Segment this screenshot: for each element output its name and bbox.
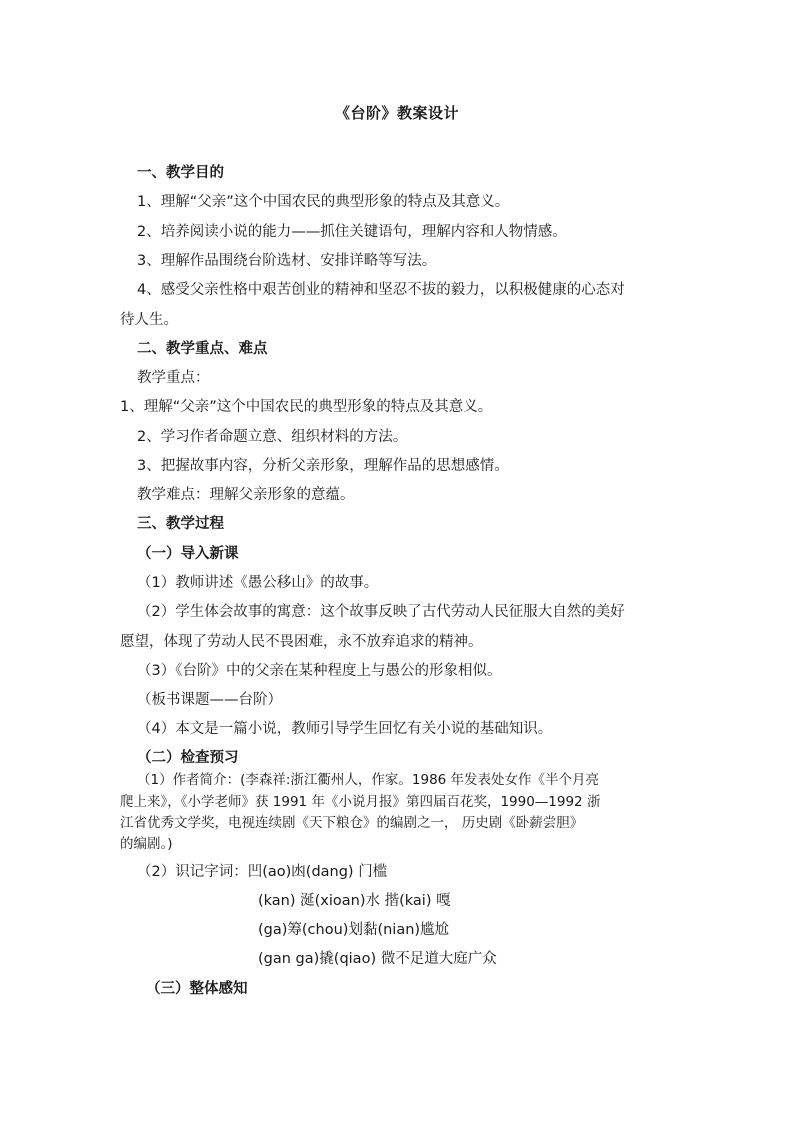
intro-line: （板书课题——台阶） — [137, 692, 282, 708]
objective-item: 4、感受父亲性格中艰苦创业的精神和坚忍不拔的毅力，以积极健康的心态对 — [137, 282, 625, 298]
objective-item: 1、理解“父亲”这个中国农民的典型形象的特点及其意义。 — [137, 194, 510, 210]
objective-item-continuation: 待人生。 — [120, 312, 178, 328]
key-points-label: 教学重点： — [137, 370, 210, 386]
author-intro-line: 的编剧。) — [120, 836, 173, 852]
intro-line: （2）学生体会故事的寓意：这个故事反映了古代劳动人民征服大自然的美好 — [137, 604, 625, 620]
author-intro-line: 江省优秀文学奖，电视连续剧《天下粮仓》的编剧之一， 历史剧《卧薪尝胆》 — [120, 815, 584, 831]
subsection-heading-preview: （二）检查预习 — [137, 750, 239, 766]
intro-line: （3）《台阶》中的父亲在某种程度上与愚公的形象相似。 — [137, 663, 502, 679]
vocab-line: (gan ga)撬(qiao) 微不足道大庭广众 — [258, 951, 497, 967]
author-intro-line: （1）作者简介：(李森祥:浙江衢州人，作家。1986 年发表处女作《半个月亮 — [137, 772, 600, 788]
section-heading-key-points: 二、教学重点、难点 — [137, 341, 268, 357]
subsection-heading-intro: （一）导入新课 — [137, 546, 239, 562]
subsection-heading-overview: （三）整体感知 — [146, 981, 248, 997]
key-point-item: 2、学习作者命题立意、组织材料的方法。 — [137, 429, 408, 445]
vocab-line: (kan) 涎(xioan)水 揩(kai) 嘎 — [258, 893, 451, 909]
document-title: 《台阶》教案设计 — [334, 104, 459, 122]
intro-line: （1）教师讲述《愚公移山》的故事。 — [137, 575, 379, 591]
objective-item: 3、理解作品围绕台阶选材、安排详略等写法。 — [137, 253, 437, 269]
section-heading-objectives: 一、教学目的 — [137, 165, 224, 181]
vocab-line: (ga)筹(chou)划黏(nian)尴尬 — [258, 922, 450, 938]
difficulty-line: 教学难点：理解父亲形象的意蕴。 — [137, 487, 355, 503]
intro-line-continuation: 愿望，体现了劳动人民不畏困难，永不放弃追求的精神。 — [120, 634, 483, 650]
key-point-item: 3、把握故事内容，分析父亲形象，理解作品的思想感情。 — [137, 458, 509, 474]
objective-item: 2、培养阅读小说的能力——抓住关键语句，理解内容和人物情感。 — [137, 224, 567, 240]
section-heading-process: 三、教学过程 — [137, 516, 224, 532]
key-point-item: 1、理解“父亲”这个中国农民的典型形象的特点及其意义。 — [120, 399, 493, 415]
vocab-label: （2）识记字词：凹(ao)凼(dang) 门槛 — [137, 864, 388, 880]
author-intro-line: 爬上来》，《小学老师》获 1991 年《小说月报》第四届百花奖，1990—1992 浙 — [120, 794, 601, 810]
intro-line: （4）本文是一篇小说，教师引导学生回忆有关小说的基础知识。 — [137, 721, 553, 737]
